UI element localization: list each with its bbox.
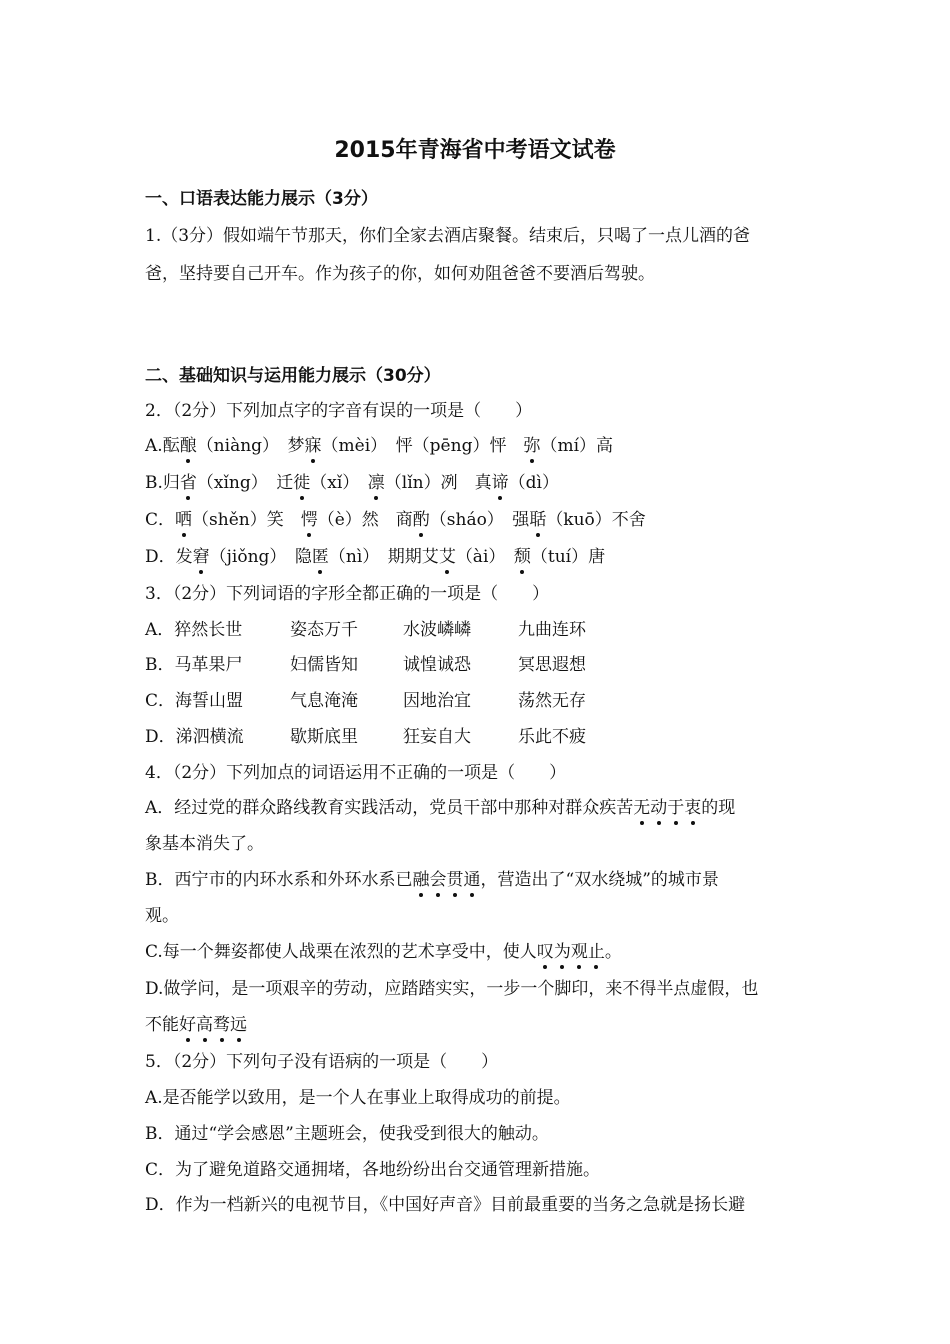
q2-b-dotted-char: 徙 (293, 473, 311, 493)
q2-a-text: （pēng）怦 (412, 436, 524, 456)
q2-a-dotted-char: 弥 (523, 436, 541, 456)
dotted-char: 融 (412, 870, 430, 890)
q4-option-a-cont: 象基本消失了。 (145, 834, 264, 854)
q2-b-dotted-char: 凛 (367, 473, 385, 493)
q5-option-d: D．作为一档新兴的电视节目，《中国好声音》目前最重要的当务之急就是扬长避 (145, 1195, 746, 1215)
q2-c-text: （sháo） 强 (429, 510, 530, 530)
q3-a-word: 水波嶙嶙 (403, 620, 471, 640)
dotted-char: 好 (179, 1015, 196, 1035)
q3-d-word: 乐此不疲 (518, 727, 586, 747)
dotted-char: 观 (570, 942, 588, 962)
q2-d-text: （jiǒng） 隐 (209, 547, 312, 567)
q3-stem: 3．（2分）下列词语的字形全都正确的一项是（ ） (145, 584, 550, 604)
q3-d-word: 歇斯底里 (290, 727, 358, 747)
q3-b-word: 妇儒皆知 (290, 655, 358, 675)
q4-option-b-cont: 观。 (145, 906, 179, 926)
q5-option-c: C．为了避免道路交通拥堵，各地纷纷出台交通管理新措施。 (145, 1160, 601, 1180)
q2-d-text: （ài） (455, 547, 514, 567)
q2-b-text: （lǐn）冽 真 (384, 473, 492, 493)
q4-b-text: ，营造出了“双水绕城”的城市景 (480, 870, 719, 890)
q4-d-text: 不能 (145, 1015, 179, 1035)
q2-d-text: （nì） 期期艾 (328, 547, 439, 567)
dotted-char: 为 (553, 942, 571, 962)
q3-option-d (145, 726, 618, 748)
dotted-char: 叹 (536, 942, 554, 962)
q2-d-dotted-char: 匿 (311, 547, 329, 567)
q3-option-c (145, 690, 618, 712)
q3-d-word: D．涕泗横流 (145, 727, 244, 747)
q2-option-d (145, 546, 605, 568)
q2-c-text: C． (145, 510, 176, 530)
q2-c-dotted-char: 酌 (412, 510, 430, 530)
q4-a-text: A．经过党的群众路线教育实践活动，党员干部中那种对群众疾苦 (145, 798, 634, 818)
q5-option-b: B．通过“学会感恩”主题班会，使我受到很大的触动。 (145, 1124, 549, 1144)
q2-stem: 2．（2分）下列加点字的字音有误的一项是（ ） (145, 401, 533, 421)
dotted-char: 远 (230, 1015, 247, 1035)
q3-b-word: 冥思遐想 (518, 655, 586, 675)
q2-c-text: （kuō）不舍 (546, 510, 646, 530)
q4-option-d-cont (145, 1014, 247, 1036)
dotted-char: 于 (667, 798, 685, 818)
q4-option-a (145, 797, 735, 819)
dotted-char: 通 (463, 870, 481, 890)
q2-c-dotted-char: 哂 (175, 510, 193, 530)
dotted-char: 无 (633, 798, 651, 818)
q4-b-dotted-word (413, 870, 481, 890)
exam-title: 2015年青海省中考语文试卷 (334, 138, 616, 163)
q2-c-text: （shěn）笑 (192, 510, 301, 530)
q2-d-dotted-char: 窘 (192, 547, 210, 567)
q4-c-dotted-word (537, 942, 605, 962)
q3-c-word: 气息淹淹 (290, 691, 358, 711)
q1-line-1: 1.（3分）假如端午节那天，你们全家去酒店聚餐。结束后，只喝了一点儿酒的爸 (145, 226, 751, 246)
q3-d-word: 狂妄自大 (403, 727, 471, 747)
q5-stem: 5．（2分）下列句子没有语病的一项是（ ） (145, 1052, 499, 1072)
q2-option-c (145, 509, 646, 531)
q2-a-text: A.酝 (145, 436, 180, 456)
section-1-heading: 一、口语表达能力展示（3分） (145, 189, 378, 209)
q3-c-word: 因地治宜 (403, 691, 471, 711)
dotted-char: 动 (650, 798, 668, 818)
q3-c-word: C．海誓山盟 (145, 691, 244, 711)
dotted-char: 高 (196, 1015, 213, 1035)
q5-option-a: A.是否能学以致用，是一个人在事业上取得成功的前提。 (145, 1088, 571, 1108)
q2-d-dotted-char: 艾 (438, 547, 456, 567)
q3-a-word: 姿态万千 (290, 620, 358, 640)
q4-option-d: D.做学问，是一项艰辛的劳动，应踏踏实实，一步一个脚印，来不得半点虚假，也 (145, 979, 759, 999)
q4-d-dotted-word (179, 1015, 247, 1035)
dotted-char: 骛 (213, 1015, 230, 1035)
dotted-char: 止 (587, 942, 605, 962)
dotted-char: 贯 (446, 870, 464, 890)
dotted-char: 衷 (684, 798, 702, 818)
q4-a-dotted-word (633, 798, 701, 818)
q2-b-dotted-char: 谛 (491, 473, 509, 493)
q4-option-b (145, 869, 719, 891)
q2-a-text: （niàng） 梦 (196, 436, 305, 456)
q2-a-text: （mí）高 (540, 436, 614, 456)
q2-c-dotted-char: 聒 (529, 510, 547, 530)
q4-c-text: 。 (604, 942, 622, 962)
q4-stem: 4．（2分）下列加点的词语运用不正确的一项是（ ） (145, 763, 567, 783)
q2-a-dotted-char: 酿 (179, 436, 197, 456)
q2-b-dotted-char: 省 (179, 473, 197, 493)
q4-a-text: 的现 (701, 798, 736, 818)
q2-option-a (145, 435, 613, 457)
q2-a-dotted-char: 寐 (304, 436, 322, 456)
q2-b-text: （xǐ） (310, 473, 368, 493)
q2-option-b (145, 472, 559, 494)
q4-b-text: B．西宁市的内环水系和外环水系已 (145, 870, 413, 890)
q2-b-text: （xǐng） 迁 (196, 473, 294, 493)
q3-option-b (145, 654, 618, 676)
q2-a-text: （mèi） 怦 (321, 436, 413, 456)
q3-b-word: B．马革果尸 (145, 655, 243, 675)
q3-c-word: 荡然无存 (518, 691, 586, 711)
q4-option-c (145, 941, 622, 963)
q4-c-text: C.每一个舞姿都使人战栗在浓烈的艺术享受中，使人 (145, 942, 537, 962)
section-2-heading: 二、基础知识与运用能力展示（30分） (145, 366, 441, 386)
q3-b-word: 诚惶诚恐 (403, 655, 471, 675)
q3-a-word: 九曲连环 (518, 620, 586, 640)
q2-d-text: D．发 (145, 547, 193, 567)
q1-line-2: 爸，坚持要自己开车。作为孩子的你，如何劝阻爸爸不要酒后驾驶。 (145, 264, 655, 284)
q3-option-a (145, 619, 618, 641)
q2-b-text: B.归 (145, 473, 180, 493)
q2-d-text: （tuí）唐 (530, 547, 606, 567)
q2-c-text: （è）然 商 (317, 510, 413, 530)
q2-b-text: （dì） (508, 473, 559, 493)
q2-c-dotted-char: 愕 (300, 510, 318, 530)
dotted-char: 会 (429, 870, 447, 890)
q2-d-dotted-char: 颓 (513, 547, 531, 567)
q3-a-word: A．猝然长世 (145, 620, 243, 640)
